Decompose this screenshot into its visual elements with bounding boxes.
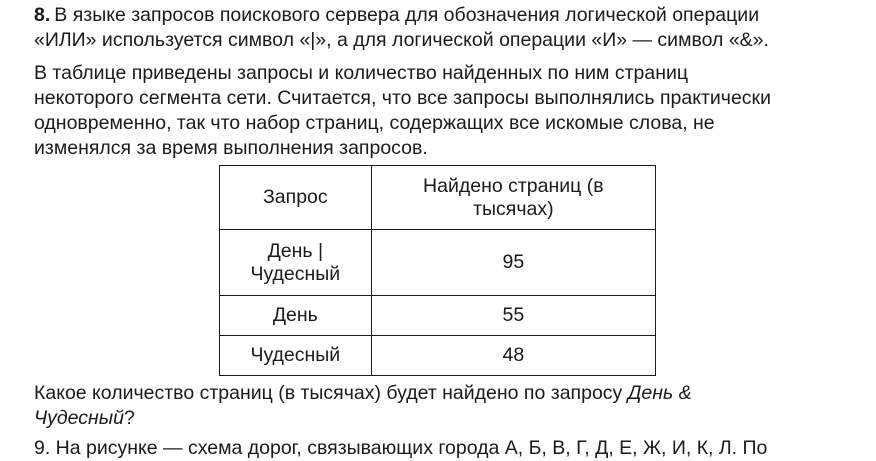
table-row (220, 296, 656, 336)
question-mark: ? (123, 407, 135, 429)
header-query: Запрос (220, 166, 372, 230)
task-question-line-2 (34, 406, 864, 431)
task-context-line-3: одновременно, так что набор страниц, содержащих все искомые слова, не (34, 112, 715, 134)
task-question (34, 381, 864, 431)
query-cell-line-2: Чудесный (250, 262, 341, 285)
pages-cell: 55 (371, 296, 655, 336)
task-intro-line-1 (34, 3, 864, 28)
task-context-line-4: изменялся за время выполнения запросов. (34, 137, 428, 159)
task-context (34, 61, 864, 161)
table-header-row (220, 166, 656, 230)
task-intro-text-1: В языке запросов поискового сервера для обозначения логической операции (54, 4, 760, 26)
header-pages-line-1: Найдено страниц (в (423, 174, 604, 197)
query-cell-line-1: День | (267, 239, 324, 262)
table-row (220, 230, 656, 296)
task-intro-line-2: «ИЛИ» используется символ «|», а для логической операции «И» — символ «&». (34, 29, 769, 51)
table-row (220, 336, 656, 376)
query-results-table (219, 165, 656, 376)
task-question-line-1 (34, 381, 864, 406)
query-cell: День (220, 296, 372, 336)
question-text: Какое количество страниц (в тысячах) будет найдено по запросу (34, 382, 628, 404)
question-query-part-1: День & (627, 382, 692, 404)
pages-cell: 95 (371, 230, 655, 296)
task-number: 8. (34, 4, 51, 26)
next-task-partial: 9. На рисунке — схема дорог, связывающих города А, Б, В, Г, Д, Е, Ж, И, К, Л. По (34, 437, 768, 459)
pages-cell: 48 (371, 336, 655, 376)
header-pages (371, 166, 655, 230)
task-intro (34, 3, 864, 53)
query-cell (220, 230, 372, 296)
task-context-line-2: некоторого сегмента сети. Считается, что все запросы выполнялись практически (34, 87, 771, 109)
header-pages-line-2: тысячах) (473, 197, 554, 220)
question-query-part-2: Чудесный (34, 407, 124, 429)
task-context-line-1: В таблице приведены запросы и количество найденных по ним страниц (34, 62, 689, 84)
query-cell: Чудесный (220, 336, 372, 376)
